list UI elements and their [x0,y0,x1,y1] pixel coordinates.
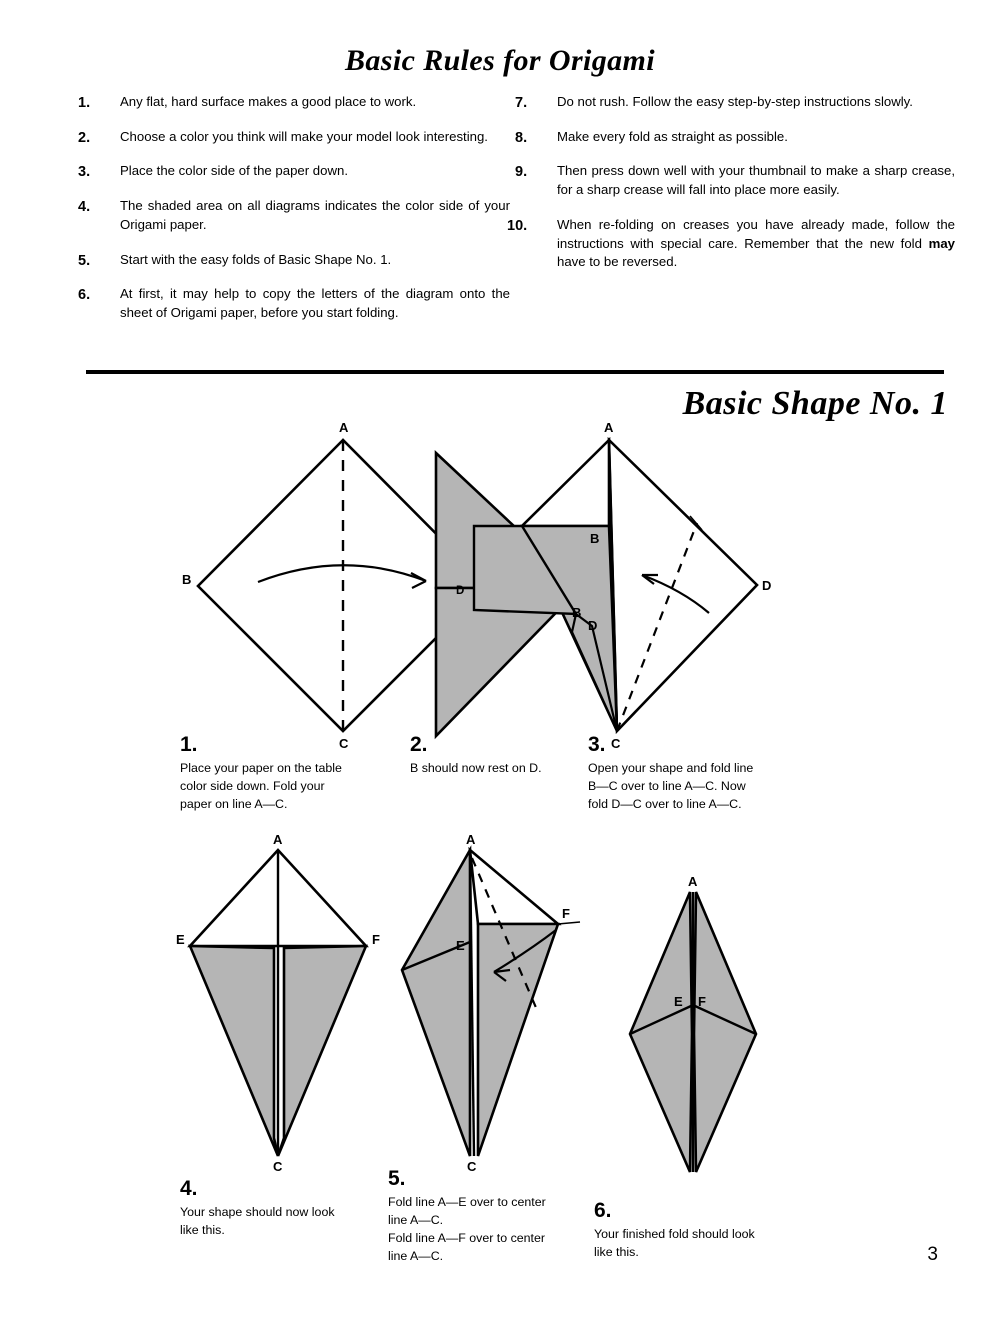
paper-left-upper [522,440,609,526]
rule-number: 9. [515,164,528,181]
step-number: 4. [180,1177,198,1200]
step-line: like this. [594,1244,639,1259]
step-line: Place your paper on the table [180,761,342,775]
page-number: 3 [927,1244,938,1265]
step-caption-2 [410,734,600,778]
rule-item [78,251,510,270]
step-text [180,760,370,814]
rule-text: Make every fold as straight as possible. [557,128,788,144]
step-caption-5 [388,1168,578,1266]
rule-text-emphasis: may [928,235,955,251]
step-line: color side down. Fold your [180,778,325,793]
vertex-label-e: E [176,932,185,947]
rule-item [78,197,510,234]
vertex-label-a: A [688,874,698,889]
vertex-label-a: A [604,420,614,435]
vertex-label-d2: D [588,618,598,633]
vertex-label-f: F [562,906,570,921]
vertex-label-b2: B [572,605,582,620]
step-caption-1 [180,734,370,814]
step-line: line A—C. [388,1212,444,1227]
rule-number: 4. [78,199,91,216]
vertex-label-d: D [456,585,465,597]
vertex-label-c: C [339,736,349,751]
rule-number: 5. [78,252,91,269]
section-title: Basic Shape No. 1 [682,385,948,422]
rule-text: At first, it may help to copy the letters of the diagram onto the sheet of Origami paper, before you start folding. [120,286,510,321]
rule-item [78,162,510,181]
step-line: Fold line A—E over to center [388,1195,546,1209]
rule-item [78,285,510,322]
rule-text: Any flat, hard surface makes a good place to work. [120,94,417,109]
step-line: paper on line A—C. [180,796,288,811]
vertex-label-e: E [674,994,683,1009]
step-line: B—C over to line A—C. Now [588,778,746,793]
vertex-label-c: C [611,736,621,751]
rule-item [515,128,955,147]
step-line: like this. [180,1222,225,1237]
step-caption-4 [180,1178,372,1240]
rule-text-before: When re-folding on creases you have already made, follow the instructions with special care. Remember that the new fold [557,216,955,251]
basic-rules-section [0,93,1000,358]
rule-text: The shaded area on all diagrams indicates the color side of your Origami paper. [120,198,510,232]
section-divider [86,370,944,374]
rule-text: Choose a color you think will make your model look interesting. [120,128,488,144]
rule-number: 3. [78,164,91,181]
vertex-label-a: A [466,832,476,847]
rule-item [515,93,955,112]
diagram-step-4 [176,832,388,1174]
paper-half-left [630,892,692,1172]
rule-text: Do not rush. Follow the easy step-by-step instructions slowly. [557,94,913,109]
rule-text: Then press down well with your thumbnail to make a sharp crease, for a sharp crease will fall into place more easily. [557,163,955,198]
vertex-label-a: A [339,420,349,435]
rule-number: 10. [507,217,528,234]
vertex-label-b: B [182,572,192,587]
rule-item [515,162,955,199]
page-title: Basic Rules for Origami [344,44,656,77]
vertex-label-a: A [273,832,283,847]
step-number: 6. [594,1199,612,1222]
diagram-step-6-svg [618,874,798,1182]
rules-column-right [507,93,955,288]
step-number: 5. [388,1167,406,1190]
paper-flap-left [190,946,278,1156]
step-caption-3 [588,734,784,814]
paper-right-half [609,440,757,731]
step-text [594,1226,790,1262]
step-line: Open your shape and fold line [588,761,754,775]
step-text [180,1204,372,1240]
vertex-label-f: F [372,932,380,947]
step-caption-6 [594,1200,790,1262]
rule-text [557,216,955,272]
paper-flap-right [478,924,558,1156]
paper-flap-left [402,850,470,1156]
diagram-step-6 [618,874,798,1182]
rule-number: 6. [78,287,91,304]
diagram-step-3 [512,418,812,751]
rule-item [78,93,510,112]
diagram-step-3-svg [512,418,812,751]
step-number: 3. [588,733,606,756]
diagrams-area [0,400,1000,1263]
step-text [410,760,600,778]
vertex-label-f: F [698,994,706,1009]
diagram-step-5 [394,832,604,1174]
rule-number: 2. [78,129,91,146]
rules-column-left [78,93,510,339]
rule-item [78,128,510,147]
diagram-step-4-svg [176,832,388,1174]
vertex-label-b1: B [590,531,600,546]
rule-text-after: have to be reversed. [557,254,678,270]
step-line: Your finished fold should look [594,1227,755,1241]
rule-number: 1. [78,95,91,111]
paper-upper-white [470,850,558,924]
rule-item [507,216,955,272]
vertex-label-c: C [273,1159,283,1174]
step-number: 2. [410,733,428,756]
step-line: Your shape should now look [180,1205,335,1219]
step-text [388,1194,578,1266]
vertex-label-e: E [456,938,465,953]
rule-text: Start with the easy folds of Basic Shape No. 1. [120,251,392,267]
step-number: 1. [180,733,198,756]
step-line: line A—C. [388,1248,444,1263]
step-text [588,760,784,814]
paper-half-right [694,892,756,1172]
vertex-label-c: C [467,1159,477,1174]
vertex-label-d1: D [762,578,772,593]
paper-flap-right [278,946,366,1156]
rule-number: 7. [515,95,528,111]
step-line: B should now rest on D. [410,761,542,775]
paper-edge-sliver [558,922,580,924]
step-line: Fold line A—F over to center [388,1230,546,1245]
diagram-step-5-svg [394,832,604,1174]
rule-number: 8. [515,129,528,146]
step-line: fold D—C over to line A—C. [588,796,742,811]
rule-text: Place the color side of the paper down. [120,163,348,179]
